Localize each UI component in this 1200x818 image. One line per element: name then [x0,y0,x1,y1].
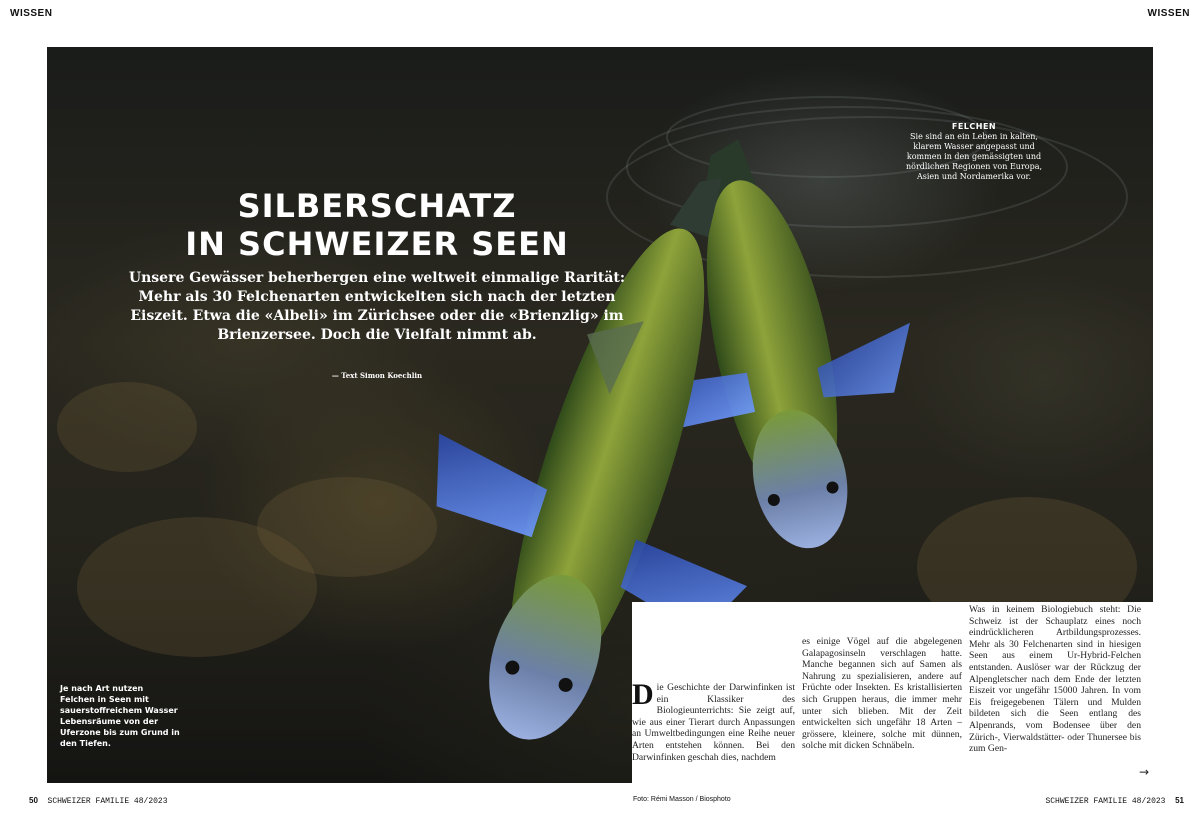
drop-cap: D [632,678,654,711]
section-label-left: WISSEN [10,8,53,19]
caption-habitat: Je nach Art nutzen Felchen in Seen mit sauerstoffreichem Wasser Lebensräume von der Uferzone bis zum Grund in den Tiefen. [60,684,180,748]
article-byline: — Text Simon Koechlin [331,371,423,380]
article-title [117,187,637,263]
footer-right [1045,796,1184,806]
hero-photo [47,47,1153,783]
magazine-name-right: SCHWEIZER FAMILIE 48/2023 [1045,797,1166,806]
continue-arrow-icon: → [1138,765,1149,779]
body-column-3: Was in keinem Biologiebuch steht: Die Schweiz ist der Schauplatz eines noch eindrücklicheren Artbildungsprozesses. Mehr als 30 Felchenarten sind in hiesigen Seen aus einem Ur-Hybrid-Felchen entstanden. Auslöser war der Rückzug der Alpengletscher nach dem Ende der letzten Eiszeit vor ungefähr 15000 Jahren. In vom Eis freigegebenen Tälern und Mulden bildeten sich die Seen entlang des Alpenrands, vom Bodensee über den Zürich-, Vierwaldstätter- oder Thunersee bis zum Gen- [969,604,1141,755]
photo-credit: Foto: Rémi Masson / Biosphoto [633,796,731,803]
body-column-2: es einige Vögel auf die abgelegenen Galapagosinseln verschlagen hatte. Manche begannen sich auf Samen als Nahrung zu spezialisieren, andere auf Früchte oder Insekten. Es kristallisierten sich Gruppen heraus, die immer mehr unter sich blieben. Mit der Zeit entwickelten sich ungefähr 18 Arten – grössere, kleinere, solche mit dünnen, solche mit dicken Schnäbeln. [802,636,962,752]
section-label-right: WISSEN [1147,8,1190,19]
page-number-right: 51 [1175,796,1184,805]
article-lead: Unsere Gewässer beherbergen eine weltweit einmalige Rarität: Mehr als 30 Felchenarten entwickelten sich nach der letzten Eiszeit. Etwa die «Albeli» im Zürichsee oder die «Brienzlig» im Brienzersee. Doch die Vielfalt nimmt ab. [128,270,626,343]
body-text-box [632,602,1153,783]
title-line-2: IN SCHWEIZER SEEN [185,225,569,263]
caption-text: Sie sind an ein Leben in kalten, klarem Wasser angepasst und kommen in den gemässigten und nördlichen Regionen von Europa, Asien und Nordamerika vor. [905,132,1043,181]
footer-left [29,796,168,806]
body-column-1-text: ie Geschichte der Darwinfinken ist ein Klassiker des Biologieunterrichts: Sie zeigt auf, wie aus einer Tierart durch Anpassungen an Umweltbedingungen eine Reihe neuer Arten entstehen können. Bei den Darwinfinken geschah dies, nachdem [632,682,795,763]
caption-heading: FELCHEN [951,122,997,131]
caption-felchen [899,122,1049,182]
title-line-1: SILBERSCHATZ [237,187,517,225]
magazine-name-left: SCHWEIZER FAMILIE 48/2023 [47,797,168,806]
body-column-1 [632,678,795,763]
page-number-left: 50 [29,796,38,805]
